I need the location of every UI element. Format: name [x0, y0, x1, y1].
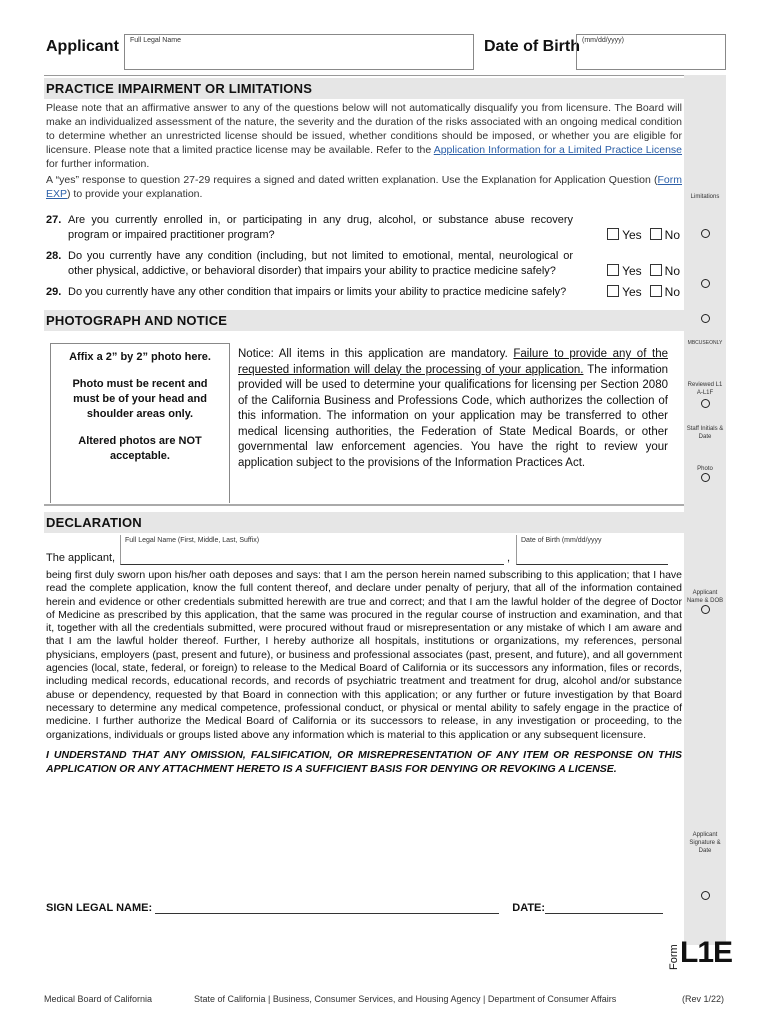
- checkbox-icon: [607, 285, 619, 297]
- declaration-dob-field[interactable]: [516, 535, 668, 565]
- notice-underline: Failure to provide any of the requested information will delay the processing of your application.: [238, 348, 668, 376]
- notice-post: The information provided will be used to determine your qualifications for licensing per Section 2080 of the California Business and Professions Code, which authorizes the collection of this information. The information on your application may be transferred to other medical licensing authorities, the Federation of State Medical Boards, or other governmental law enforcement agencies. You have the right to review your application subject to the provisions of the Information Practices Act.: [238, 363, 668, 469]
- applicant-signature-circle[interactable]: [684, 891, 726, 903]
- impairment-heading: PRACTICE IMPAIRMENT OR LIMITATIONS: [44, 78, 684, 99]
- declaration-name-field[interactable]: [120, 535, 504, 565]
- question-text: Are you currently enrolled in, or participating in any drug, alcohol, or substance abuse recovery program or impaired practitioner program?: [68, 214, 573, 241]
- no-label: No: [664, 264, 680, 278]
- circle-icon: [701, 473, 710, 482]
- limitations-q27-circle[interactable]: [684, 229, 726, 241]
- notice-text: [238, 331, 668, 504]
- impairment-intro: [44, 99, 684, 173]
- applicant-prefix: The applicant,: [46, 552, 116, 564]
- date-field[interactable]: [545, 902, 663, 914]
- q29-yes-checkbox[interactable]: [607, 285, 642, 300]
- declaration-heading: DECLARATION: [44, 512, 684, 533]
- checkbox-icon: [607, 228, 619, 240]
- question-number: 27.: [46, 214, 62, 226]
- declaration-applicant-row: [44, 533, 684, 567]
- circle-icon: [701, 605, 710, 614]
- applicant-header: [44, 30, 726, 70]
- photo-instruction-2: Photo must be recent and must be of your head and shoulder areas only.: [72, 378, 208, 420]
- main-content: [44, 75, 684, 780]
- q27-yes-checkbox[interactable]: [607, 228, 642, 243]
- yes-label: Yes: [622, 285, 642, 299]
- circle-icon: [701, 314, 710, 323]
- reviewed-circle[interactable]: [684, 399, 726, 411]
- footer-right: (Rev 1/22): [681, 994, 724, 1004]
- photo-heading: PHOTOGRAPH AND NOTICE: [44, 310, 684, 331]
- applicant-name-dob-label: Applicant Name & DOB: [686, 590, 724, 604]
- circle-icon: [701, 279, 710, 288]
- question-27: [44, 211, 684, 247]
- circle-icon: [701, 229, 710, 238]
- footer-center: State of California | Business, Consumer Services, and Housing Agency | Department of Consumer Affairs: [194, 994, 617, 1004]
- declaration-dob-caption: Date of Birth (mm/dd/yyyy: [521, 537, 602, 544]
- checkbox-icon: [650, 228, 662, 240]
- photo-instruction-3: Altered photos are NOT acceptable.: [78, 435, 202, 462]
- no-label: No: [664, 285, 680, 299]
- question-text: Do you currently have any other condition that impairs or limits your ability to practice medicine safely?: [68, 286, 567, 298]
- limitations-label: Limitations: [690, 194, 720, 200]
- q27-no-checkbox[interactable]: [650, 228, 680, 243]
- photo-notice-row: [44, 331, 684, 506]
- dob-field[interactable]: [576, 34, 726, 70]
- form-word: Form: [668, 944, 680, 970]
- question-29: [44, 283, 684, 304]
- question-number: 28.: [46, 250, 62, 262]
- intro-text-end: for further information.: [46, 158, 150, 170]
- question-number: 29.: [46, 286, 62, 298]
- photo-box[interactable]: [50, 343, 230, 503]
- photo-instruction-1: Affix a 2” by 2” photo here.: [69, 351, 211, 363]
- checkbox-icon: [650, 264, 662, 276]
- mbc-use-only-label: MBCUSEONLY: [687, 340, 723, 346]
- intro-text: Please note that an affirmative answer to any of the questions below will not automatically disqualify you from licensure. The Board will make an individualized assessment of the nature, the severity and the duration of the risks associated with an ongoing medical condition to determine whether an unrestricted license should be issued, whether conditions should be imposed, or whether you are eligible for licensure. Please note that a limited practice license may be available. Refer to the: [46, 102, 682, 156]
- staff-initials-label: Staff Initials & Date: [686, 426, 724, 440]
- yes-note-text: A “yes” response to question 27-29 requires a signed and dated written explanation. Use the Explanation for Application Question (: [46, 174, 658, 186]
- q28-no-checkbox[interactable]: [650, 264, 680, 279]
- question-text: Do you currently have any condition (including, but not limited to emotional, mental, neurological or other physical, addictive, or behavioral disorder) that impairs your ability to practice medicine safely?: [68, 250, 573, 277]
- declaration-body: being first duly sworn upon his/her oath deposes and says: that I am the person herein named subscribing to this application; that I have read the complete application, know the full content thereof, and declare under penalty of perjury, that all of the information contained herein and evidence or other credentials submitted herewith are true and correct; and that I am the lawful holder of the degree of Doctor of Medicine as prescribed by this application, that the same was procured in the regular course of instruction and examination, and that it, together with all the credentials submitted, were procured without fraud or misrepresentation or any mistake of which I am aware and that I am the lawful holder thereof. Further, I hereby authorize all hospitals, institutions or organizations, my references, personal physicians, employers (past, present and future), or business and professional associates (past, present, and future), and all government agencies (local, state, federal, or foreign) to release to the Medical Board of California or its successors any information, files or records, including medical records, educational records, and records of psychiatric treatment and treatment for drug, alcohol and/or substance abuse or dependency, requested by that Board in connection with this application; or any further or future investigation by that Board necessary to determine any medical competence, professional conduct, or physical or mental ability to safely engage in the practice of medicine. I further authorize the Medical Board of California or its successors to release, in any investigation or proceeding, to the organizations, individuals or groups listed above any information which is material to this application or any subsequent licensure.: [46, 569, 682, 741]
- footer-left: Medical Board of California: [44, 994, 153, 1004]
- q29-no-checkbox[interactable]: [650, 285, 680, 300]
- limitations-q29-circle[interactable]: [684, 314, 726, 326]
- applicant-name-circle[interactable]: [684, 605, 726, 617]
- limitations-q28-circle[interactable]: [684, 279, 726, 291]
- applicant-signature-label: Applicant Signature & Date: [689, 832, 721, 854]
- yes-response-note: [44, 173, 684, 203]
- circle-icon: [701, 891, 710, 900]
- q28-yes-checkbox[interactable]: [607, 264, 642, 279]
- signature-row: [46, 902, 663, 914]
- declaration-name-caption: Full Legal Name (First, Middle, Last, Suffix): [125, 537, 260, 544]
- checkbox-icon: [650, 285, 662, 297]
- dob-label: Date of Birth: [484, 38, 580, 55]
- circle-icon: [701, 399, 710, 408]
- declaration-warning: I UNDERSTAND THAT ANY OMISSION, FALSIFICATION, OR MISREPRESENTATION OF ANY ITEM OR RESPONSE ON THIS APPLICATION OR ANY ATTACHMENT HERETO IS A SUFFICIENT BASIS FOR DENYING OR REVOKING A LICENSE.: [46, 748, 682, 775]
- date-label: DATE:: [512, 902, 546, 914]
- yes-label: Yes: [622, 264, 642, 278]
- comma: ,: [507, 552, 511, 564]
- sign-label: SIGN LEGAL NAME:: [46, 902, 153, 914]
- limited-license-link[interactable]: Application Information for a Limited Practice License: [433, 144, 682, 156]
- photo-label: Photo: [697, 466, 713, 472]
- office-use-column: [684, 75, 726, 945]
- reviewed-label: Reviewed L1 A-L1F: [687, 382, 723, 396]
- signature-field[interactable]: [155, 902, 499, 914]
- yes-label: Yes: [622, 228, 642, 242]
- question-28: [44, 247, 684, 283]
- notice-pre: Notice: All items in this application are mandatory.: [238, 348, 514, 360]
- form-code-label: L1E: [680, 936, 733, 969]
- photo-circle[interactable]: [684, 473, 726, 485]
- name-caption: Full Legal Name: [130, 37, 181, 44]
- no-label: No: [664, 228, 680, 242]
- checkbox-icon: [607, 264, 619, 276]
- form-exp-link[interactable]: Form EXP: [46, 174, 682, 200]
- applicant-label: Applicant: [46, 38, 119, 55]
- applicant-name-field[interactable]: [124, 34, 474, 70]
- dob-caption: (mm/dd/yyyy): [582, 37, 624, 44]
- yes-note-text-end: ) to provide your explanation.: [67, 188, 203, 200]
